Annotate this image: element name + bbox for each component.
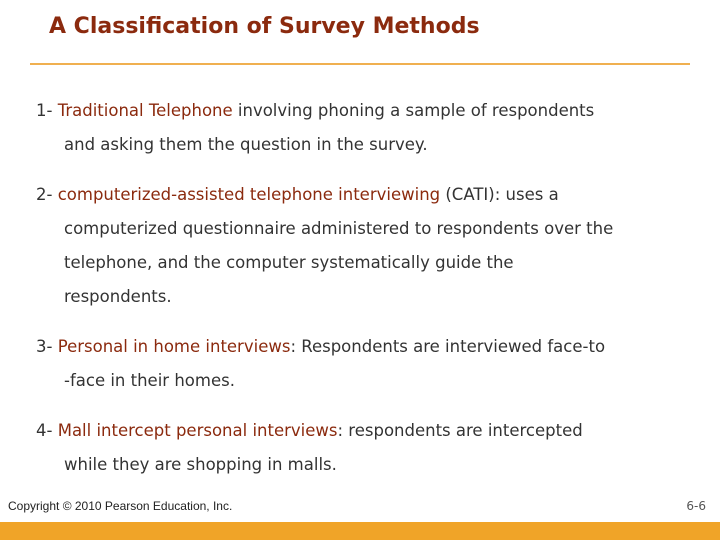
item-number: 4- [36,421,58,440]
method-name: computerized-assisted telephone interviewing [57,185,441,204]
footer-accent-strip [0,522,720,540]
list-item-4 [36,414,686,482]
list-item-1 [36,94,686,162]
method-description: (CATI): uses a [440,185,559,204]
method-name: Traditional Telephone [57,101,233,120]
copyright-notice: Copyright © 2010 Pearson Education, Inc. [8,499,233,513]
method-description: involving phoning a sample of respondents [232,101,595,120]
list-item-first-line [36,414,686,448]
survey-methods-list [36,94,686,498]
method-name: Personal in home interviews [57,337,291,356]
title-divider [30,63,690,65]
item-number: 1- [36,101,58,120]
list-item-continuation: while they are shopping in malls. [64,455,337,474]
slide-number: 6-6 [686,499,706,513]
list-item-continuation: respondents. [64,287,172,306]
list-item-first-line [36,330,686,364]
method-name: Mall intercept personal interviews [57,421,338,440]
item-number: 3- [36,337,58,356]
list-item-continuation: telephone, and the computer systematically guide the [64,253,514,272]
list-item-3 [36,330,686,398]
list-item-first-line [36,94,686,128]
list-item-first-line [36,178,686,212]
slide-title: A Classification of Survey Methods [49,14,480,39]
list-item-2 [36,178,686,314]
list-item-continuation: computerized questionnaire administered to respondents over the [64,219,614,238]
list-item-continuation: -face in their homes. [64,371,235,390]
method-description: : Respondents are interviewed face-to [290,337,606,356]
list-item-continuation: and asking them the question in the survey. [64,135,428,154]
item-number: 2- [36,185,58,204]
method-description: : respondents are intercepted [337,421,583,440]
